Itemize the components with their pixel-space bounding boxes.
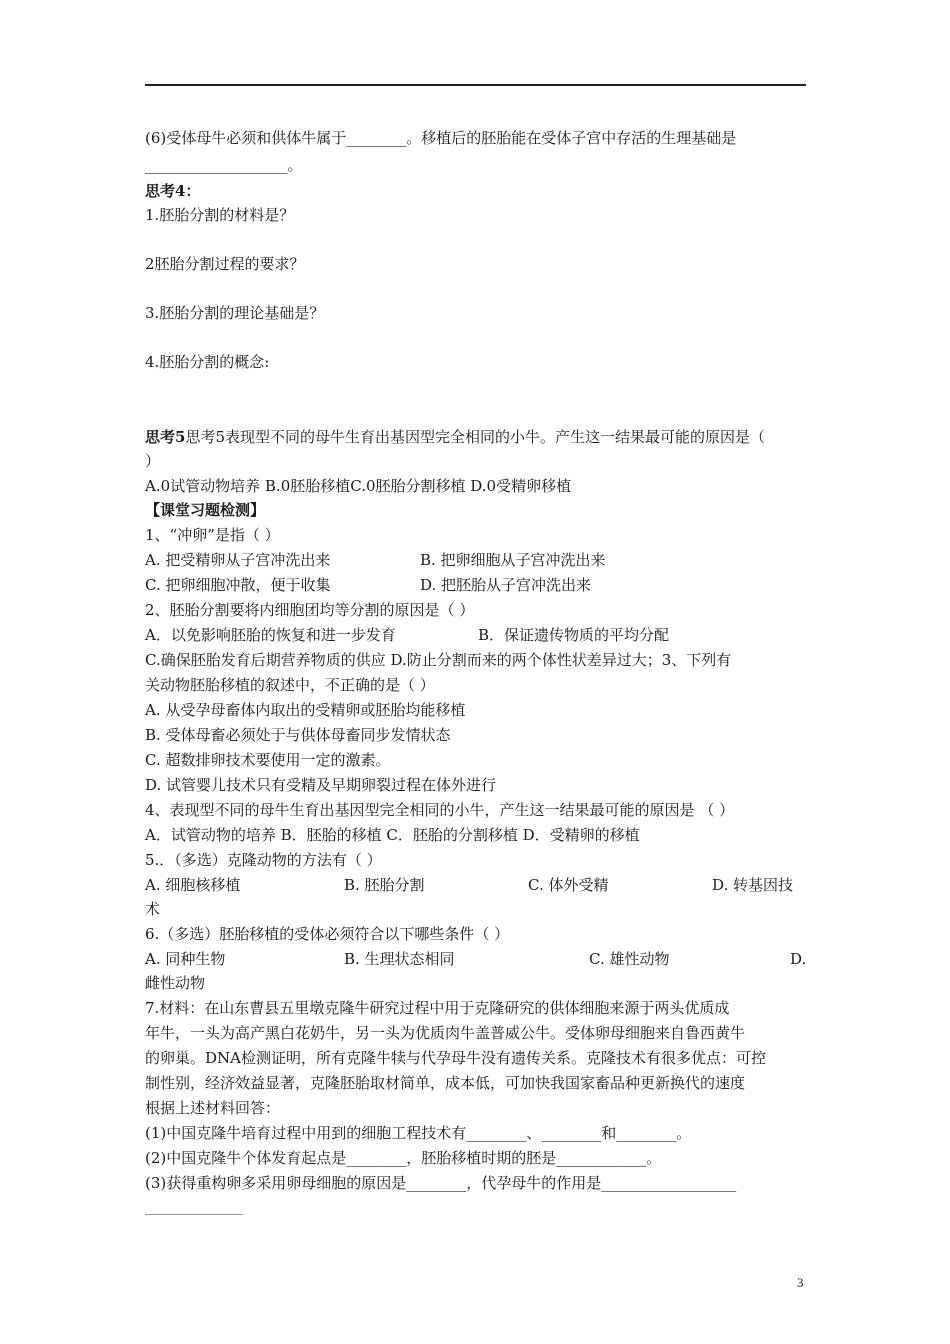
q5-option-a: A. 细胞核移植 — [145, 876, 241, 894]
q2-options-row2-q3-stem: C.确保胚胎发育后期营养物质的供应 D.防止分割而来的两个体性状差异过大；3、下列有 — [145, 651, 732, 669]
q6-option-d-cont: 雌性动物 — [145, 974, 206, 992]
q6-fill-line: (6)受体母牛必须和供体牛属于________。移植后的胚胎能在受体子宫中存活的生理基础是 — [145, 129, 737, 147]
q3-option-a: A. 从受孕母畜体内取出的受精卵或胚胎均能移植 — [145, 701, 466, 719]
q5-option-d: D. 转基因技 — [712, 876, 794, 894]
q1-option-b: B. 把卵细胞从子宫冲洗出来 — [420, 551, 606, 569]
think5-question — [145, 427, 809, 447]
q1-stem: 1、“冲卵”是指（ ） — [145, 526, 280, 544]
q7-material-line4: 制性别，经济效益显著，克隆胚胎取材简单，成本低，可加快我国家畜品种更新换代的速度 — [145, 1074, 746, 1092]
think5-question-cont: ） — [145, 452, 161, 470]
q7-subquestion-2: (2)中国克隆牛个体发育起点是________，胚胎移植时期的胚是____________。 — [145, 1149, 662, 1167]
think4-question-1: 1.胚胎分割的材料是？ — [145, 206, 295, 224]
q3-stem-cont: 关动物胚胎移植的叙述中，不正确的是（ ） — [145, 676, 435, 694]
q6-fill-line-cont: ___________________。 — [145, 156, 303, 174]
q5-stem: 5.．（多选）克隆动物的方法有（ ） — [145, 851, 382, 869]
q5-option-d-cont: 术 — [145, 900, 161, 918]
think5-label: 思考5 — [145, 428, 186, 446]
header-rule — [145, 84, 806, 86]
q2-option-a: A．以免影响胚胎的恢复和进一步发育 — [145, 626, 396, 644]
q2-option-b: B．保证遗传物质的平均分配 — [478, 626, 670, 644]
think4-question-4: 4.胚胎分割的概念: — [145, 353, 270, 371]
page-number: 3 — [797, 1275, 804, 1290]
section-heading-exercise: 【课堂习题检测】 — [145, 501, 266, 519]
q7-material-line3: 的卵巢。DNA检测证明，所有克隆牛犊与代孕母牛没有遗传关系。克隆技术有很多优点：可控 — [145, 1049, 766, 1067]
q1-option-d: D. 把胚胎从子宫冲洗出来 — [420, 576, 592, 594]
think5-question-text: 思考5表现型不同的母牛生育出基因型完全相同的小牛。产生这一结果最可能的原因是（ — [185, 428, 765, 446]
q1-option-c: C. 把卵细胞冲散，便于收集 — [145, 576, 331, 594]
q6-stem: 6.（多选）胚胎移植的受体必须符合以下哪些条件（ ） — [145, 925, 510, 943]
q7-material-line1: 7.材料：在山东曹县五里墩克隆牛研究过程中用于克隆研究的供体细胞来源于两头优质成 — [145, 999, 730, 1017]
q6-option-a: A. 同种生物 — [145, 950, 226, 968]
q2-stem: 2、胚胎分割要将内细胞团均等分割的原因是（ ） — [145, 601, 475, 619]
q6-option-b: B. 生理状态相同 — [344, 950, 455, 968]
q1-option-a: A. 把受精卵从子宫冲洗出来 — [145, 551, 331, 569]
q3-option-b: B. 受体母畜必须处于与供体母畜同步发情状态 — [145, 726, 451, 744]
q5-option-b: B. 胚胎分割 — [344, 876, 425, 894]
q4-stem: 4、表现型不同的母牛生育出基因型完全相同的小牛，产生这一结果最可能的原因是 （ ） — [145, 801, 735, 819]
answer-blank-continuation — [145, 1214, 243, 1215]
q5-option-c: C. 体外受精 — [528, 876, 609, 894]
think4-question-3: 3.胚胎分割的理论基础是？ — [145, 304, 325, 322]
think5-options: A.0试管动物培养 B.0胚胎移植C.0胚胎分割移植 D.0受精卵移植 — [145, 477, 572, 495]
q3-option-c: C. 超数排卵技术要使用一定的激素。 — [145, 751, 391, 769]
q7-prompt: 根据上述材料回答： — [145, 1099, 281, 1117]
q6-option-c: C. 雄性动物 — [589, 950, 670, 968]
section-heading-think4: 思考4： — [145, 182, 201, 200]
q4-options: A．试管动物的培养 B．胚胎的移植 C．胚胎的分割移植 D．受精卵的移植 — [145, 826, 640, 844]
q7-subquestion-1: (1)中国克隆牛培育过程中用到的细胞工程技术有________、________和________。 — [145, 1124, 692, 1142]
q7-material-line2: 年牛，一头为高产黑白花奶牛，另一头为优质肉牛盖普威公牛。受体卵母细胞来自鲁西黄牛 — [145, 1024, 746, 1042]
q6-option-d: D. — [790, 950, 807, 968]
think4-question-2: 2胚胎分割过程的要求？ — [145, 255, 305, 273]
q7-subquestion-3: (3)获得重构卵多采用卵母细胞的原因是________，代孕母牛的作用是__________________ — [145, 1174, 737, 1192]
q3-option-d: D. 试管婴儿技术只有受精及早期卵裂过程在体外进行 — [145, 776, 497, 794]
